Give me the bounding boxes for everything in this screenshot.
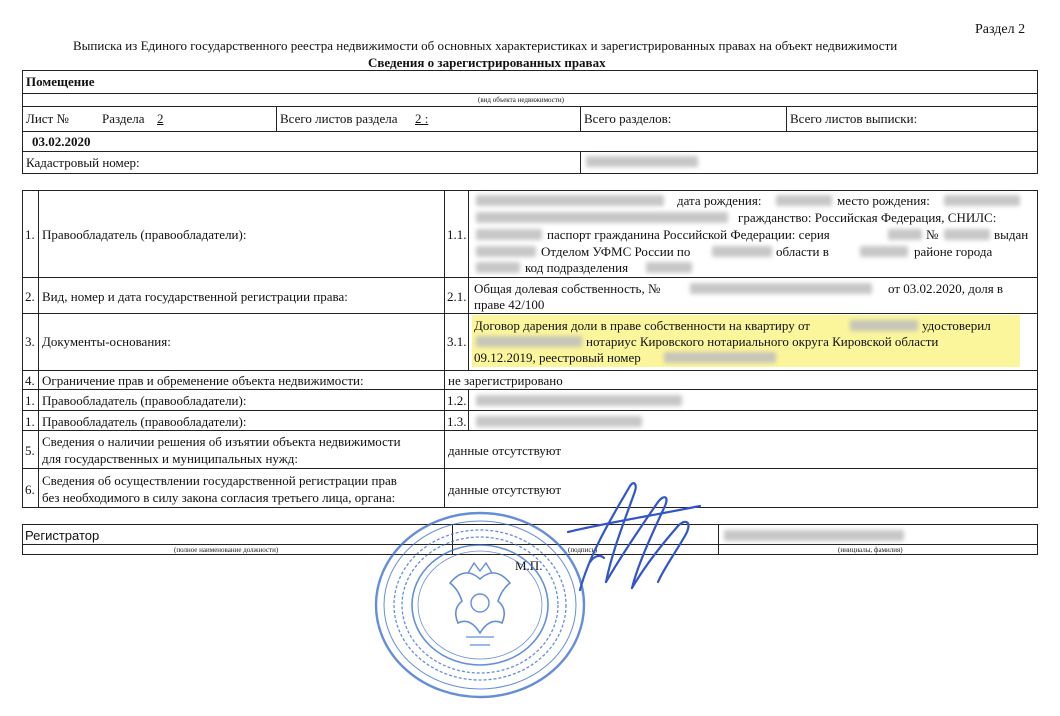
cadastral-divider [580, 151, 581, 174]
row-1-2-sub: 1.2. [447, 393, 467, 408]
passport-issued-label: выдан [994, 227, 1029, 242]
row-1-sub: 1.1. [447, 227, 467, 242]
consent-value: данные отсутствуют [448, 482, 562, 497]
date-underline [22, 151, 1038, 152]
document-date-redacted [850, 320, 918, 331]
extract-date: 03.02.2020 [32, 134, 91, 149]
row-1-label: Правообладатель (правообладатели): [42, 227, 247, 242]
document-line-2: нотариус Кировского нотариального округа Кировской области [586, 334, 939, 349]
row-5-label-line-1: Сведения о наличии решения об изъятии объекта недвижимости [42, 434, 401, 449]
row-3-sub: 3.1. [447, 334, 467, 349]
row-separator [22, 313, 1038, 314]
row-1-3-num: 1. [25, 414, 35, 429]
sheets-underline [22, 131, 1038, 132]
row-2-sub: 2.1. [447, 289, 467, 304]
row-6-label-line-2: без необходимого в силу закона согласия третьего лица, органа: [42, 490, 396, 505]
row-4-num: 4. [25, 373, 35, 388]
row-6-num: 6. [25, 482, 35, 497]
department-code-label: код подразделения [525, 260, 629, 275]
sheet-label: Лист № [26, 111, 69, 126]
row-6-label-line-1: Сведения об осуществлении государственной регистрации прав [42, 473, 397, 488]
row-1-3-label: Правообладатель (правообладатели): [42, 414, 247, 429]
restrictions-value: не зарегистрировано [448, 373, 563, 388]
owner-3-redacted [476, 416, 642, 427]
document-line-1: Договор дарения доли в праве собственности на квартиру от [474, 318, 810, 333]
owner-2-redacted [476, 395, 682, 406]
sub-column-divider [468, 190, 469, 370]
district-redacted [860, 246, 908, 257]
total-sheets-label: Всего листов раздела [280, 111, 398, 126]
section-number: Раздел 2 [975, 22, 1026, 37]
ownership-date-share: от 03.02.2020, доля в [888, 281, 1004, 296]
ownership-type: Общая долевая собственность, № [474, 281, 661, 296]
total-extract-label: Всего листов выписки: [790, 111, 918, 126]
document-subtitle: Сведения о зарегистрированных правах [368, 55, 606, 70]
birth-date-redacted [776, 195, 832, 206]
row-separator [22, 468, 1038, 469]
section-label: Раздела [102, 111, 145, 126]
citizenship-label: гражданство: Российская Федерация, СНИЛС: [738, 210, 997, 225]
document-line-3: 09.12.2019, реестровый номер [474, 350, 641, 365]
row-separator [22, 410, 1038, 411]
object-caption-line [22, 106, 1038, 107]
district-label: районе города [914, 244, 993, 259]
row-1-2-num: 1. [25, 393, 35, 408]
row-4-label: Ограничение прав и обременение объекта недвижимости: [42, 373, 364, 388]
ownership-share: праве 42/100 [474, 297, 545, 312]
divider-sections [580, 106, 581, 131]
registrar-label: Регистратор [25, 528, 100, 543]
row-5-label-line-2: для государственных и муниципальных нужд: [42, 451, 298, 466]
registrar-name-redacted [724, 530, 904, 541]
row-1-2-label: Правообладатель (правообладатели): [42, 393, 247, 408]
section-value: 2 [157, 111, 164, 126]
registry-number-redacted [664, 352, 776, 363]
signature-icon [560, 472, 710, 597]
row-3-num: 3. [25, 334, 35, 349]
birth-place-label: место рождения: [837, 193, 930, 208]
passport-label: паспорт гражданина Российской Федерации: серия [547, 227, 830, 242]
registration-number-redacted [690, 283, 872, 294]
row-3-label: Документы-основания: [42, 334, 171, 349]
owner-name-redacted [476, 195, 664, 206]
document-title: Выписка из Единого государственного реестра недвижимости об основных характеристиках и зарегистрированных правах на объект недвижимости [73, 38, 898, 53]
row-2-num: 2. [25, 289, 35, 304]
passport-series-redacted [888, 229, 922, 240]
divider-sheets [276, 106, 277, 131]
object-type-caption: (вид объекта недвижимости) [478, 96, 564, 104]
department-code-redacted [646, 262, 692, 273]
seal-label: М.П. [515, 558, 543, 573]
total-sections-label: Всего разделов: [584, 111, 672, 126]
seizure-value: данные отсутствуют [448, 443, 562, 458]
birth-place-2-redacted [476, 212, 728, 223]
object-type-underline [22, 93, 1038, 94]
row-1-num: 1. [25, 227, 35, 242]
row-separator [22, 370, 1038, 371]
num-column-divider [38, 190, 39, 508]
row-separator [22, 389, 1038, 390]
position-caption: (полное наименование должности) [174, 546, 279, 554]
issue-date-redacted [476, 246, 536, 257]
registrar-divider-2 [718, 524, 719, 555]
passport-number-redacted [944, 229, 990, 240]
issued-by-label: Отделом УФМС России по [541, 244, 691, 259]
row-2-label: Вид, номер и дата государственной регистрации права: [42, 289, 348, 304]
notary-name-redacted [476, 336, 582, 347]
initials-caption: (инициалы, фамилия) [838, 546, 903, 554]
signature-caption: (подпись) [568, 546, 598, 554]
object-type: Помещение [26, 74, 95, 89]
row-separator [22, 430, 1038, 431]
oblast-label: области в [776, 244, 829, 259]
row-separator [22, 277, 1038, 278]
row-5-num: 5. [25, 443, 35, 458]
region-redacted [712, 246, 772, 257]
round-seal-icon [370, 505, 590, 705]
document-notarized-label: удостоверил [922, 318, 991, 333]
row-1-3-sub: 1.3. [447, 414, 467, 429]
divider-extract [786, 106, 787, 131]
birth-place-redacted [944, 195, 1020, 206]
cadastral-number-redacted [586, 156, 698, 167]
total-sheets-value: 2 : [415, 111, 429, 126]
cadastral-label: Кадастровый номер: [26, 155, 140, 170]
birth-date-label: дата рождения: [677, 193, 762, 208]
label-column-divider [444, 190, 445, 508]
city-redacted [476, 262, 520, 273]
snils-redacted [476, 229, 542, 240]
passport-no-label: № [926, 227, 939, 242]
